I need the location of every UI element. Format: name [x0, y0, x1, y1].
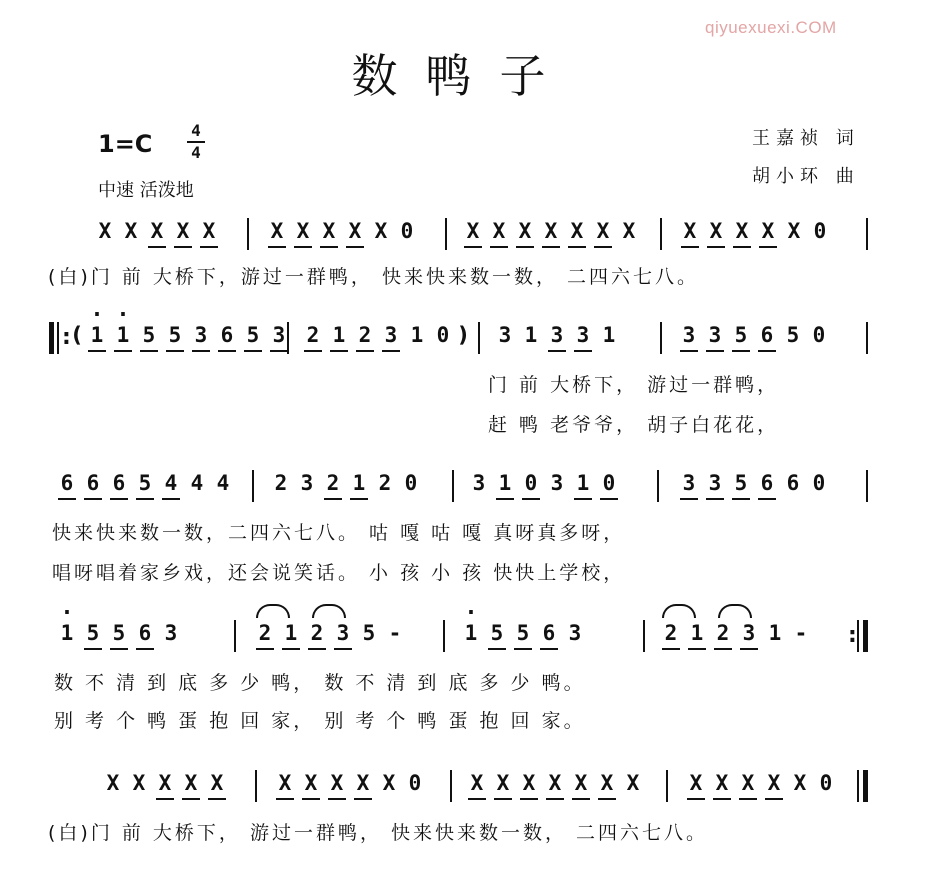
note: X: [290, 218, 316, 254]
note: X: [622, 219, 636, 243]
lyric-verse-2: 赶 鸭 老爷爷， 胡子白花花，: [488, 414, 780, 436]
measure: [458, 620, 588, 656]
measure: [54, 620, 184, 656]
note: 2: [274, 471, 288, 495]
time-signature-bottom: 4: [191, 143, 201, 162]
note: X: [132, 771, 146, 795]
tie-slur: [256, 604, 290, 618]
note: 0: [408, 771, 422, 795]
time-signature: [185, 122, 207, 162]
note: X: [374, 219, 388, 243]
measure: [683, 770, 839, 806]
lyric-verse-1: 门 前 大桥下， 游过一群鸭，: [488, 374, 780, 396]
paren-mark: (: [72, 323, 82, 347]
note: 1: [410, 323, 424, 347]
note: X: [538, 218, 564, 254]
note: X: [735, 770, 761, 806]
note: X: [272, 770, 298, 806]
note: 6: [754, 322, 780, 358]
note: 6: [536, 620, 562, 656]
note: 0: [812, 323, 826, 347]
note: 0: [812, 471, 826, 495]
note: X: [316, 218, 342, 254]
note: 2: [378, 471, 392, 495]
note: 3: [676, 470, 702, 506]
note: 3: [300, 471, 314, 495]
note: X: [460, 218, 486, 254]
key-signature: 1=C: [98, 130, 153, 158]
composer-credit: 胡小环 曲: [752, 166, 860, 187]
note: X: [709, 770, 735, 806]
note: 0: [436, 323, 450, 347]
paren-mark: ): [458, 323, 468, 347]
note: X: [729, 218, 755, 254]
note: X: [486, 218, 512, 254]
note: X: [793, 771, 807, 795]
measure: [492, 322, 622, 358]
note: · 1: [110, 322, 136, 358]
note: 4: [158, 470, 184, 506]
note: 2: [252, 620, 278, 656]
note: 5: [728, 322, 754, 358]
note: 2: [352, 322, 378, 358]
note: X: [178, 770, 204, 806]
note: 5: [510, 620, 536, 656]
note: X: [144, 218, 170, 254]
note: -: [388, 621, 402, 645]
note: 6: [754, 470, 780, 506]
note: 6: [132, 620, 158, 656]
note: -: [794, 621, 808, 645]
tie-slur: [718, 604, 752, 618]
note: X: [350, 770, 376, 806]
measure: [70, 322, 292, 358]
note: · 1: [84, 322, 110, 358]
note: 6: [214, 322, 240, 358]
measure: [268, 470, 424, 506]
note: 0: [400, 219, 414, 243]
note: X: [324, 770, 350, 806]
lyric-verse-1: 数 不 清 到 底 多 少 鸭， 数 不 清 到 底 多 少 鸭。: [54, 672, 586, 694]
note: · 1: [54, 620, 80, 656]
note: X: [755, 218, 781, 254]
note: X: [382, 771, 396, 795]
note: 3: [570, 322, 596, 358]
measure: [677, 218, 833, 254]
note: 3: [568, 621, 582, 645]
note: X: [703, 218, 729, 254]
measure: [252, 620, 408, 656]
note: 3: [378, 322, 404, 358]
measure: [464, 770, 646, 806]
measure: [466, 470, 622, 506]
note: 2: [300, 322, 326, 358]
time-signature-top: 4: [191, 121, 201, 140]
site-watermark: qiyuexuexi.COM: [705, 18, 837, 37]
note: 0: [819, 771, 833, 795]
note: 2: [658, 620, 684, 656]
lyric-verse-1: 快来快来数一数，二四六七八。 咕 嘎 咕 嘎 真呀真多呀，: [52, 522, 626, 544]
note: X: [170, 218, 196, 254]
note: 3: [702, 470, 728, 506]
measure: [92, 218, 222, 254]
note: X: [298, 770, 324, 806]
note: X: [512, 218, 538, 254]
lyric-verse-2: 别 考 个 鸭 蛋 抱 回 家， 别 考 个 鸭 蛋 抱 回 家。: [54, 710, 586, 732]
note: 6: [80, 470, 106, 506]
lyric-line: (白)门 前 大桥下，游过一群鸭， 快来快来数一数， 二四六七八。: [48, 266, 699, 288]
note: 2: [304, 620, 330, 656]
song-title: 数鸭子: [351, 49, 574, 103]
note: 3: [472, 471, 486, 495]
note: 0: [404, 471, 418, 495]
note: 1: [278, 620, 304, 656]
note: 4: [190, 471, 204, 495]
measure: [54, 470, 236, 506]
note: X: [490, 770, 516, 806]
note: 1: [768, 621, 782, 645]
measure: [100, 770, 230, 806]
note: 3: [676, 322, 702, 358]
note: X: [683, 770, 709, 806]
measure: [676, 322, 832, 358]
measure: [300, 322, 470, 358]
note: 5: [484, 620, 510, 656]
note: X: [152, 770, 178, 806]
note: 5: [240, 322, 266, 358]
tempo-marking: 中速 活泼地: [98, 180, 194, 201]
note: 1: [570, 470, 596, 506]
note: 5: [786, 323, 800, 347]
note: X: [626, 771, 640, 795]
note: X: [342, 218, 368, 254]
note: X: [542, 770, 568, 806]
note: X: [787, 219, 801, 243]
note: 6: [54, 470, 80, 506]
note: 1: [492, 470, 518, 506]
tie-slur: [312, 604, 346, 618]
note: 2: [320, 470, 346, 506]
note: 1: [602, 323, 616, 347]
note: X: [516, 770, 542, 806]
measure: [676, 470, 832, 506]
lyricist-credit: 王嘉祯 词: [752, 128, 860, 149]
note: 4: [216, 471, 230, 495]
note: 3: [330, 620, 356, 656]
tie-slur: [662, 604, 696, 618]
note: 3: [164, 621, 178, 645]
note: 3: [736, 620, 762, 656]
note: 3: [702, 322, 728, 358]
note: 6: [786, 471, 800, 495]
note: 1: [326, 322, 352, 358]
note: 3: [544, 322, 570, 358]
note: 2: [710, 620, 736, 656]
note: 3: [498, 323, 512, 347]
measure: [272, 770, 428, 806]
note: 3: [550, 471, 564, 495]
measure: [460, 218, 642, 254]
note: 5: [106, 620, 132, 656]
note: 0: [518, 470, 544, 506]
note: X: [124, 219, 138, 243]
note: X: [98, 219, 112, 243]
lyric-line: (白)门 前 大桥下， 游过一群鸭， 快来快来数一数， 二四六七八。: [48, 822, 709, 844]
note: 5: [362, 621, 376, 645]
note: X: [594, 770, 620, 806]
note: 0: [596, 470, 622, 506]
measure: [658, 620, 814, 656]
note: · 1: [458, 620, 484, 656]
note: X: [196, 218, 222, 254]
lyric-verse-2: 唱呀唱着家乡戏，还会说笑话。 小 孩 小 孩 快快上学校，: [52, 562, 626, 584]
note: 3: [266, 322, 292, 358]
note: 5: [728, 470, 754, 506]
note: 1: [346, 470, 372, 506]
note: X: [590, 218, 616, 254]
note: 5: [136, 322, 162, 358]
note: X: [761, 770, 787, 806]
note: X: [464, 770, 490, 806]
note: 0: [813, 219, 827, 243]
note: 5: [132, 470, 158, 506]
note: 1: [684, 620, 710, 656]
note: 3: [188, 322, 214, 358]
note: 1: [524, 323, 538, 347]
note: X: [677, 218, 703, 254]
note: 6: [106, 470, 132, 506]
note: X: [564, 218, 590, 254]
note: 5: [80, 620, 106, 656]
note: 5: [162, 322, 188, 358]
note: X: [106, 771, 120, 795]
note: X: [568, 770, 594, 806]
note: X: [264, 218, 290, 254]
note: X: [204, 770, 230, 806]
measure: [264, 218, 420, 254]
